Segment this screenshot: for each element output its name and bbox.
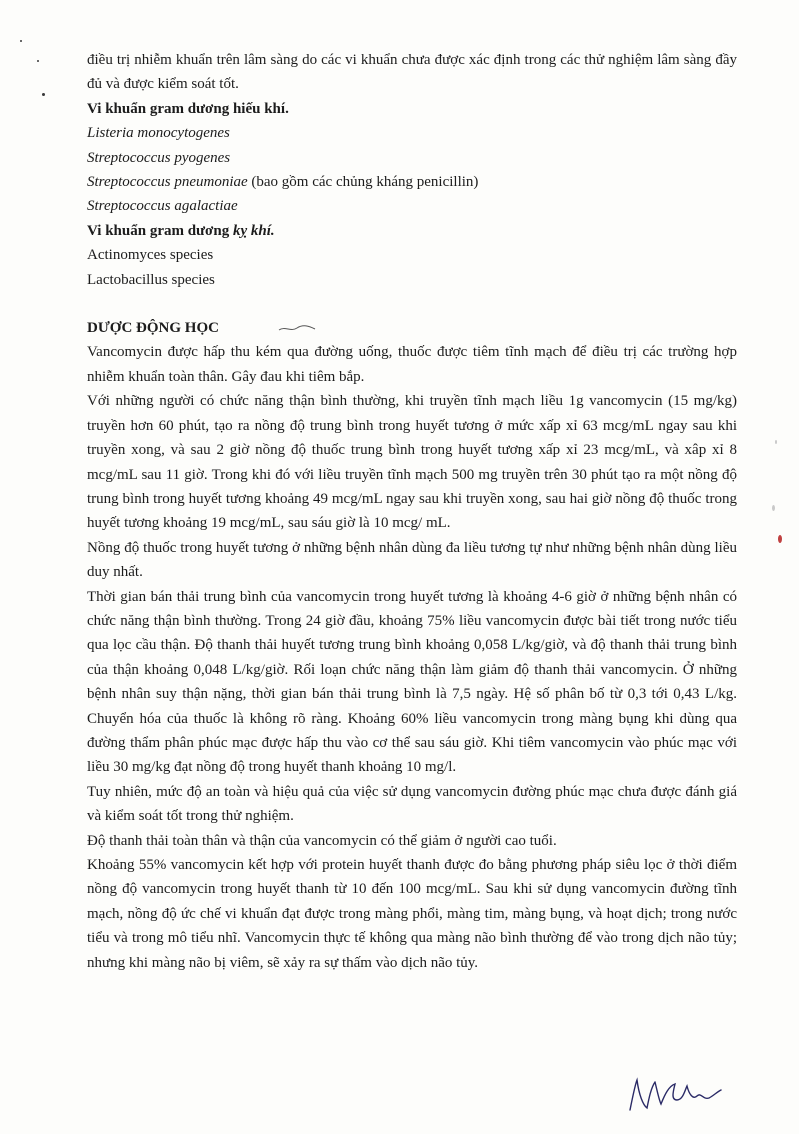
- scan-speck: [20, 40, 22, 42]
- organism-name: Lactobacillus species: [87, 271, 215, 288]
- organism-name: Listeria monocytogenes: [87, 125, 230, 142]
- paragraph: Với những người có chức năng thận bình thường, khi truyền tĩnh mạch liều 1g vancomycin (15 mg/kg) truyền hơn 60 phút, tạo ra nồng độ trung bình trong huyết tương ở mức xấp xỉ 63 mcg/mL ngay sau khi truyền xong, và sau 2 giờ nồng độ thuốc trung bình trong huyết tương xấp xỉ 23 mcg/mL, và xâp xỉ 8 mcg/mL sau 11 giờ. Trong khi đó với liều truyền tĩnh mạch 500 mg truyền trên 30 phút tạo ra một nồng độ trung bình trong huyết tương khoảng 49 mcg/mL ngay sau khi truyền xong, sau hai giờ nồng độ thuốc trong huyết tương khoảng 19 mcg/mL, sau sáu giờ là 10 mcg/ mL.: [87, 393, 737, 532]
- handwritten-signature: [625, 1070, 725, 1120]
- paragraph: Tuy nhiên, mức độ an toàn và hiệu quả của việc sử dụng vancomycin đường phúc mạc chưa được đánh giá và kiểm soát tốt trong thử nghiệm.: [87, 783, 737, 825]
- organism-note: (bao gồm các chủng kháng penicillin): [247, 174, 479, 191]
- heading-gram-positive-aerobic: Vi khuẩn gram dương hiếu khí.: [87, 100, 289, 117]
- organism-name: Actinomyces species: [87, 247, 214, 264]
- organism-name: Streptococcus agalactiae: [87, 198, 238, 215]
- scan-speck: [42, 93, 45, 96]
- scan-speck: [772, 505, 775, 511]
- paragraph: Độ thanh thải toàn thân và thận của vancomycin có thể giảm ở người cao tuổi.: [87, 832, 557, 849]
- heading-text: Vi khuẩn gram dương: [87, 222, 233, 239]
- section-title-text: DƯỢC ĐỘNG HỌC: [87, 320, 219, 337]
- paragraph: Thời gian bán thải trung bình của vancomycin trong huyết tương là khoảng 4-6 giờ ở những bệnh nhân có chức năng thận bình thường. Trong 24 giờ đầu, khoảng 75% liều vancomycin được bài tiết trong nước tiểu qua lọc cầu thận. Độ thanh thải huyết tương trung bình khoảng 0,058 L/kg/giờ, và độ thanh thải trung bình của thận khoảng 0,048 L/kg/giờ. Rối loạn chức năng thận làm giảm độ thanh thải vancomycin. Ở những bệnh nhân suy thận nặng, thời gian bán thải trung bình là 7,5 ngày. Hệ số phân bố từ 0,3 tới 0,43 L/kg. Chuyển hóa của thuốc là không rõ ràng. Khoảng 60% liều vancomycin trong màng bụng khi dùng qua đường thẩm phân phúc mạc được hấp thu vào cơ thể sau sáu giờ. Khi tiêm vancomycin vào phúc mạc với liều 30 mg/kg đạt nồng độ trong huyết thanh khoảng 10 mg/l.: [87, 588, 737, 776]
- pen-scribble: [277, 324, 317, 334]
- paragraph: điều trị nhiễm khuẩn trên lâm sàng do các vi khuẩn chưa được xác định trong các thử nghiệm lâm sàng đầy đủ và được kiểm soát tốt.: [87, 52, 737, 93]
- organism-name: Streptococcus pyogenes: [87, 149, 231, 166]
- section-title-pharmacokinetics: [87, 316, 737, 340]
- scan-speck: [775, 440, 777, 444]
- heading-gram-positive-anaerobic: [87, 219, 737, 243]
- heading-text-italic: kỵ khí.: [232, 222, 275, 239]
- scan-speck: [37, 60, 39, 62]
- document-body: [87, 48, 737, 975]
- organism-species: Streptococcus pneumoniae: [87, 174, 248, 191]
- scan-speck: [778, 535, 782, 543]
- paragraph: Khoảng 55% vancomycin kết hợp với protein huyết thanh được đo bằng phương pháp siêu lọc ở thời điểm nồng độ vancomycin trong huyết thanh từ 10 đến 100 mcg/mL. Sau khi sử dụng vancomycin đường tĩnh mạch, nồng độ ức chế vi khuẩn đạt được trong màng phổi, màng tim, màng bụng, và hoạt dịch; trong nước tiểu và trong mô tiểu nhĩ. Vancomycin thực tế không qua màng não bình thường để vào trong dịch não tủy; nhưng khi màng não bị viêm, sẽ xảy ra sự thấm vào dịch não tủy.: [87, 857, 737, 971]
- paragraph: Vancomycin được hấp thu kém qua đường uống, thuốc được tiêm tĩnh mạch để điều trị các trường hợp nhiễm khuẩn toàn thân. Gây đau khi tiêm bắp.: [87, 344, 737, 385]
- paragraph: Nồng độ thuốc trong huyết tương ở những bệnh nhân dùng đa liều tương tự như những bệnh nhân dùng liều duy nhất.: [87, 539, 737, 581]
- organism-name: [87, 170, 737, 194]
